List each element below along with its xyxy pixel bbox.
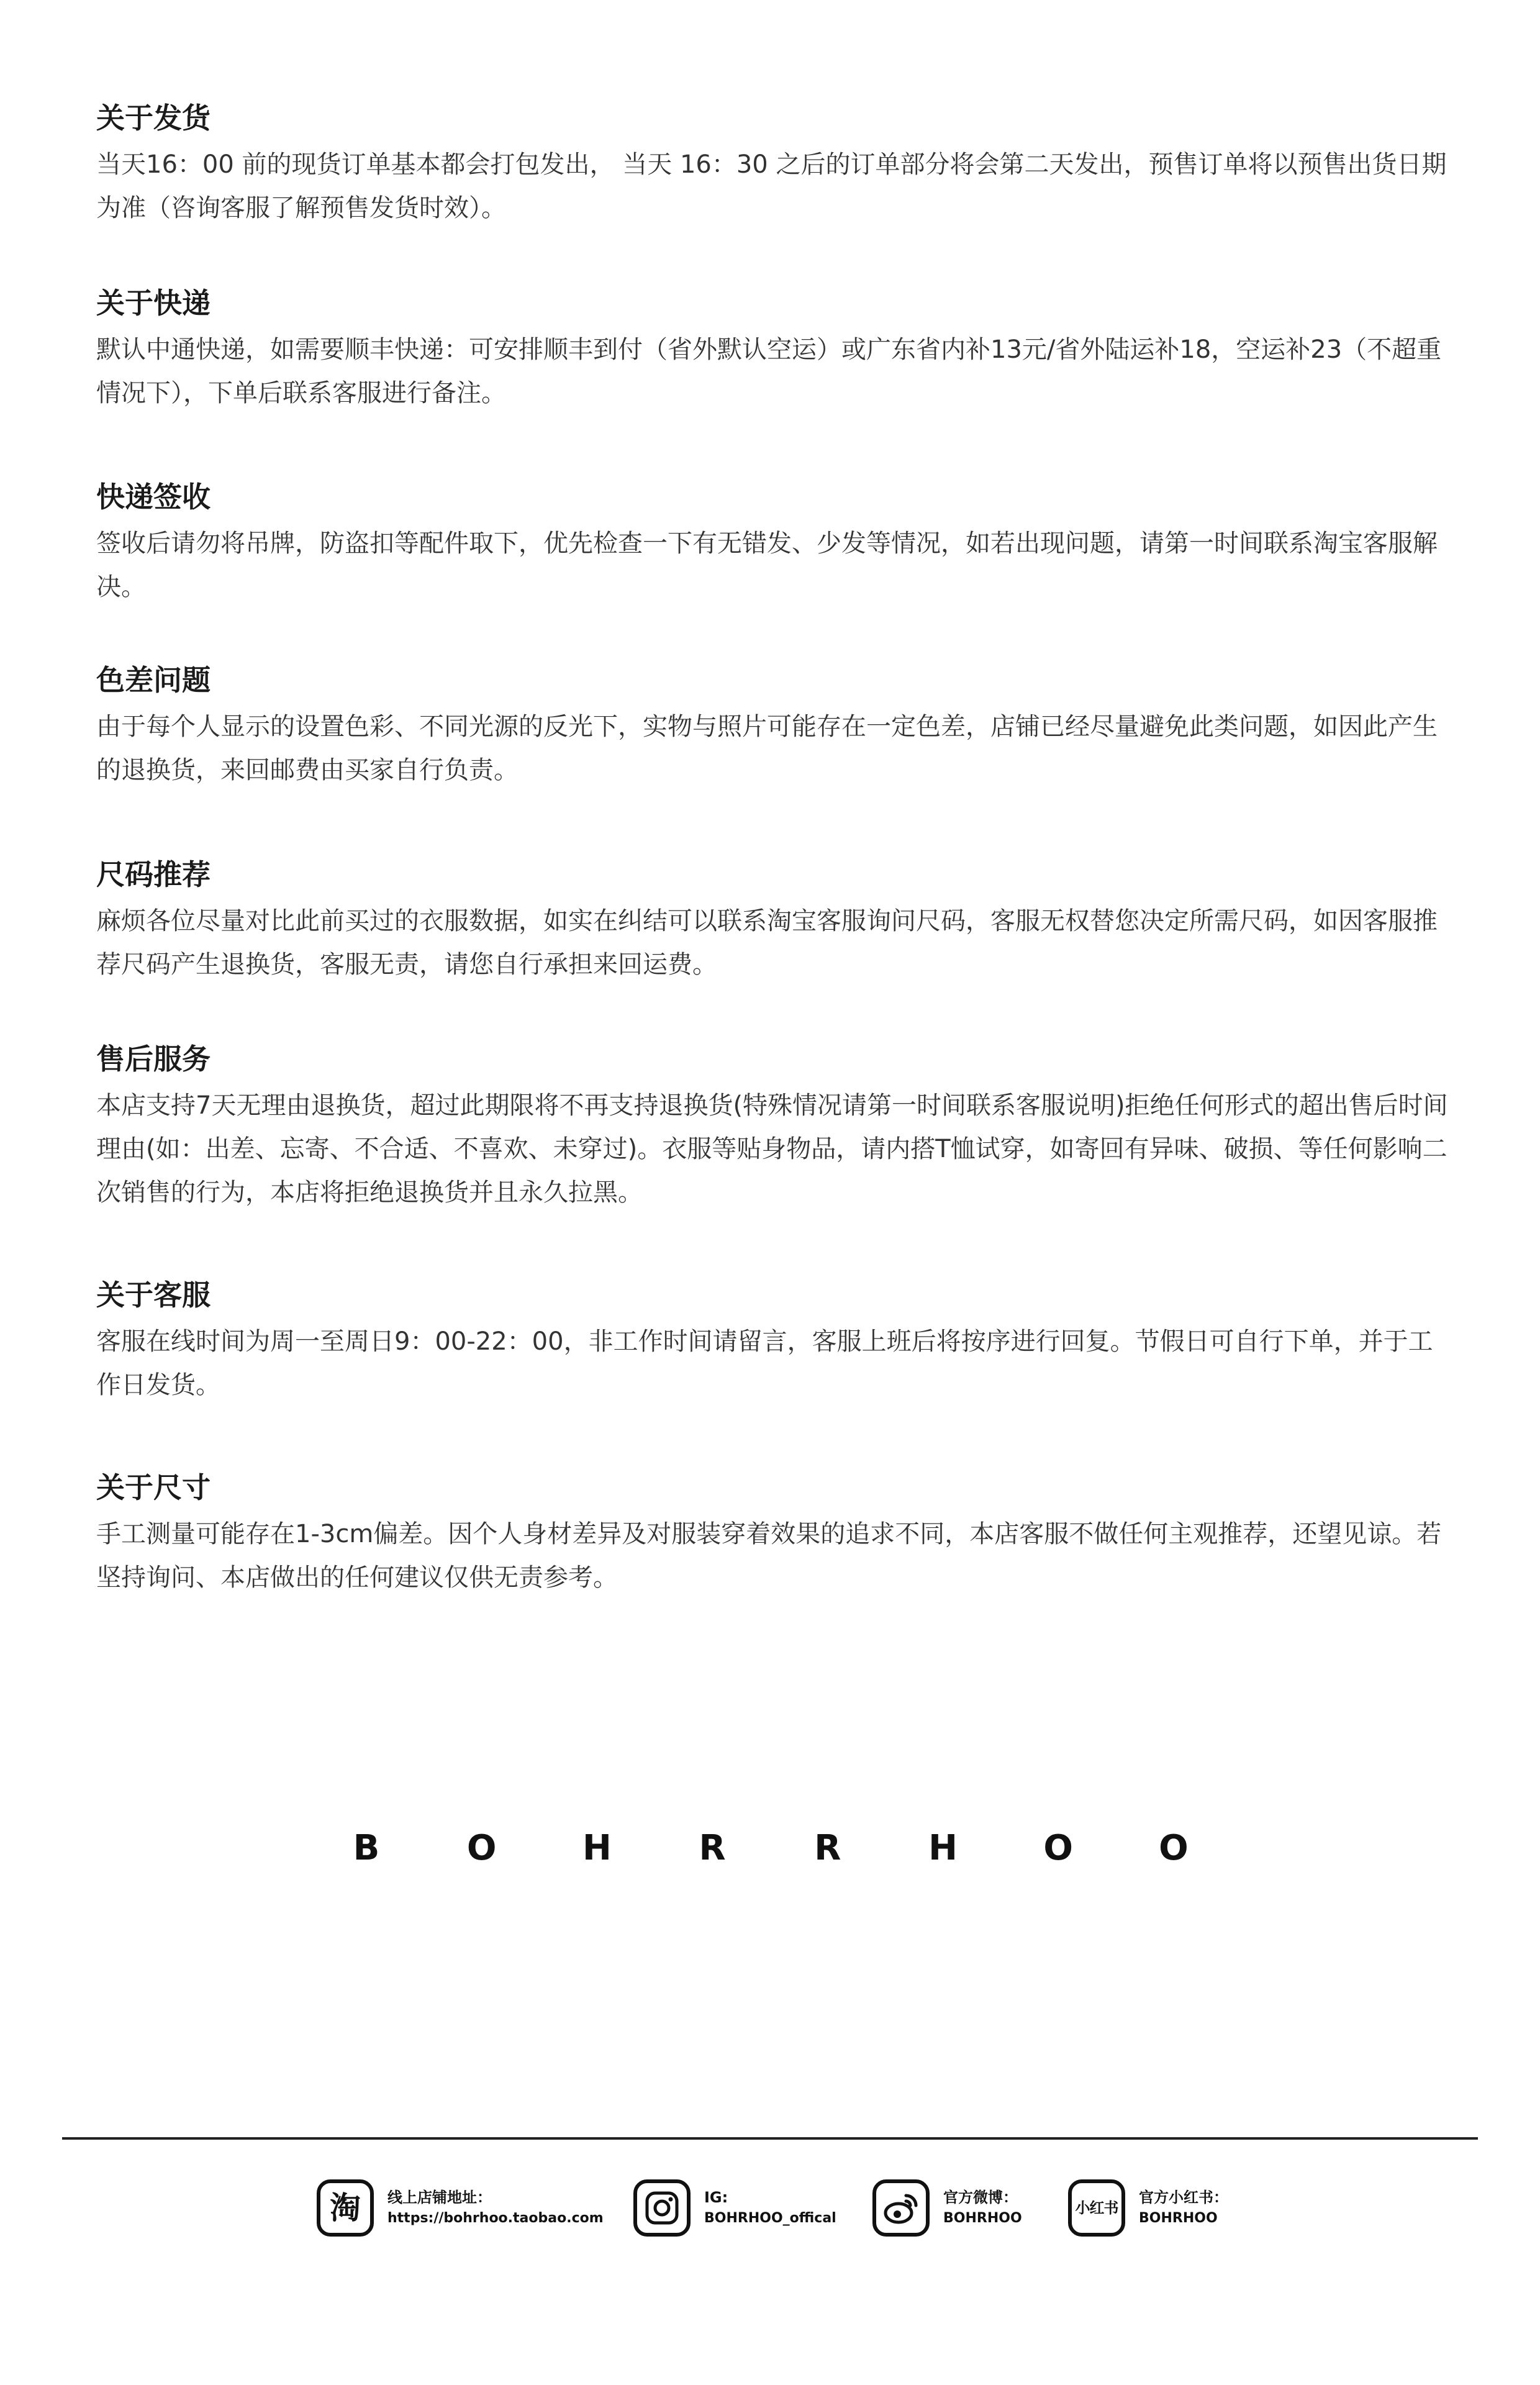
- instagram-icon: [633, 2179, 691, 2237]
- section-body: 由于每个人显示的设置色彩、不同光源的反光下，实物与照片可能存在一定色差，店铺已经尽量避免此类问题，如因此产生的退换货，来回邮费由买家自行负责。: [96, 712, 1438, 784]
- section-body: 手工测量可能存在1-3cm偏差。因个人身材差异及对服装穿着效果的追求不同，本店客服不做任何主观推荐，还望见谅。若坚持询问、本店做出的任何建议仅供无责参考。: [96, 1520, 1442, 1592]
- section-title: 尺码推荐: [96, 858, 211, 891]
- section-dimensions: [96, 1469, 1450, 1599]
- section-body: 客服在线时间为周一至周日9：00-22：00，非工作时间请留言，客服上班后将按序进行回复。节假日可自行下单，并于工作日发货。: [96, 1327, 1433, 1399]
- section-express: [96, 284, 1450, 415]
- brand-letter: O: [1043, 1827, 1074, 1868]
- footer-divider: [62, 2137, 1478, 2140]
- social-xiaohongshu[interactable]: [1068, 2174, 1228, 2242]
- brand-letter: R: [699, 1827, 726, 1868]
- social-instagram[interactable]: [633, 2174, 836, 2242]
- section-body: 签收后请勿将吊牌，防盗扣等配件取下，优先检查一下有无错发、少发等情况，如若出现问题，请第一时间联系淘宝客服解决。: [96, 529, 1438, 601]
- section-body: 麻烦各位尽量对比此前买过的衣服数据，如实在纠结可以联系淘宝客服询问尺码，客服无权替您决定所需尺码，如因客服推荐尺码产生退换货，客服无责，请您自行承担来回运费。: [96, 907, 1438, 979]
- section-size-recommendation: [96, 856, 1450, 986]
- brand-letter: B: [353, 1827, 380, 1868]
- section-title: 关于发货: [96, 101, 211, 135]
- brand-letter: H: [582, 1827, 612, 1868]
- weibo-handle[interactable]: BOHRHOO: [943, 2210, 1022, 2226]
- social-label: 官方小红书：: [1139, 2189, 1228, 2206]
- section-title: 快递签收: [96, 480, 211, 514]
- brand-letter: O: [1159, 1827, 1189, 1868]
- xiaohongshu-icon: 小红书: [1068, 2179, 1125, 2237]
- section-color-difference: [96, 661, 1450, 792]
- section-title: 售后服务: [96, 1042, 211, 1076]
- social-label: IG:: [704, 2189, 728, 2206]
- taobao-url[interactable]: https://bohrhoo.taobao.com: [387, 2210, 604, 2226]
- xiaohongshu-handle[interactable]: BOHRHOO: [1139, 2210, 1218, 2226]
- section-title: 关于快递: [96, 286, 211, 320]
- instagram-handle[interactable]: BOHRHOO_offical: [704, 2210, 836, 2226]
- section-body: 本店支持7天无理由退换货，超过此期限将不再支持退换货(特殊情况请第一时间联系客服说明)拒绝任何形式的超出售后时间理由(如：出差、忘寄、不合适、不喜欢、未穿过)。衣服等贴身物品，请内搭T恤试穿，如寄回有异味、破损、等任何影响二次销售的行为，本店将拒绝退换货并且永久拉黑。: [96, 1091, 1448, 1207]
- social-label: 官方微博：: [943, 2189, 1018, 2206]
- social-weibo[interactable]: [872, 2174, 1022, 2242]
- taobao-icon: 淘: [317, 2179, 374, 2237]
- section-after-sales: [96, 1040, 1450, 1214]
- section-title: 关于尺寸: [96, 1471, 211, 1504]
- section-shipping: [96, 99, 1450, 230]
- brand-letter: O: [466, 1827, 497, 1868]
- social-taobao[interactable]: [317, 2174, 604, 2242]
- social-label: 线上店铺地址：: [387, 2189, 492, 2206]
- brand-letter: R: [814, 1827, 841, 1868]
- section-customer-service: [96, 1276, 1450, 1407]
- section-body: 默认中通快递，如需要顺丰快递：可安排顺丰到付（省外默认空运）或广东省内补13元/省外陆运补18，空运补23（不超重情况下），下单后联系客服进行备注。: [96, 335, 1442, 407]
- section-delivery-signoff: [96, 478, 1450, 609]
- footer-social-links: [0, 2174, 1540, 2248]
- section-title: 关于客服: [96, 1278, 211, 1312]
- brand-wordmark: [348, 1826, 1192, 1869]
- weibo-icon: [872, 2179, 930, 2237]
- section-body: 当天16：00 前的现货订单基本都会打包发出， 当天 16：30 之后的订单部分将会第二天发出，预售订单将以预售出货日期为准（咨询客服了解预售发货时效）。: [96, 150, 1447, 222]
- brand-letter: H: [928, 1827, 958, 1868]
- section-title: 色差问题: [96, 663, 211, 697]
